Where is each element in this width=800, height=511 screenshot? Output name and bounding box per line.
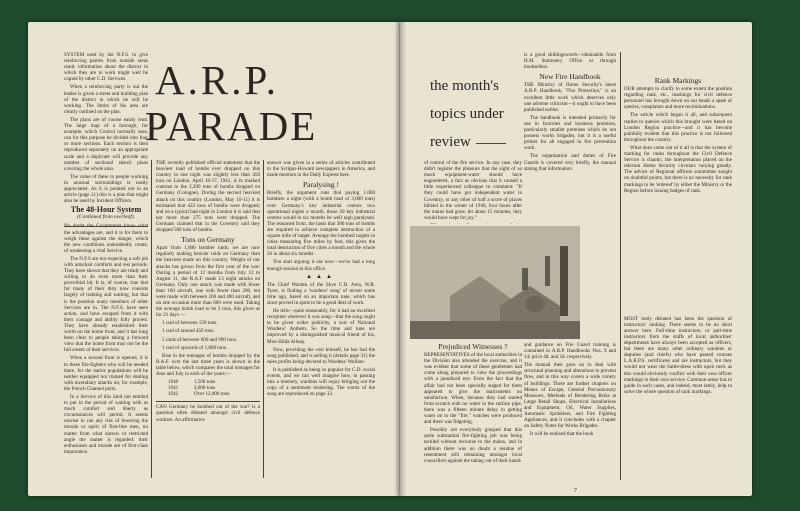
paragraph: 1 raid of upwards of 1,800 tons. — [162, 344, 228, 351]
paragraph: OUR attempts to clarify to some extent the position regarding rank, etc., markings for civil defence personnel has brought down on our heads a spate of queries, complaints and more recriminations. — [624, 86, 732, 111]
page-number: 7 — [574, 488, 577, 494]
paragraph: It will be realised that the book — [530, 431, 594, 438]
song-section — [267, 282, 375, 398]
guidance-paragraph: and guidance on Fire Guard training is contained in A.R.P. Handbooks Nos. 9 and 14; price 4d. and 2d. respectively. — [524, 342, 616, 361]
paralysing-section — [267, 190, 375, 271]
paragraph: The Chief Warden of the Skye C.D. Area, W.R. Tyrer, is finding a 'wardens' song' of recent some time ago, based on an important tune, which has since proved in spots to be a good deal of work. — [267, 281, 375, 306]
tonnage-year: 1942 — [168, 391, 179, 398]
left-column-2 — [156, 160, 260, 482]
right-column-3 — [624, 52, 732, 482]
paragraph: Possibly not everybody grasped that this quite substantial fire-fighting job was being tackled without recourse to the mains, and in addition there was no doubt a residue of resentment still remaining amongst local councillors against the taking out of their hands — [424, 427, 522, 464]
right-column-2b — [524, 342, 616, 482]
system-section — [64, 223, 148, 454]
paragraph: THE recently published official statement that the heaviest load of bombs ever dropped on this country in one night was slightly less than 450 tons on London, April 16-17, 1941, is in marked contrast to the 2,300 tons of bombs dropped on Germany (Cologne). During the second heaviest attack on this country (London, May 10-11) it is estimated that 422 tons of bombs were dropped; and on a typical bad night in London it is said that not more than 275 tons were dropped. The Germans claimed that in the Coventry raid they dropped 500 tons of bombs. — [156, 160, 260, 234]
paragraph: The handbook is intended primarily for use in factories and business premises, particularly smaller premises which do not possess works brigades, but it is a useful primer for all engaged in fire prevention work. — [524, 114, 616, 152]
paragraph: SYSTEM used by the N.F.S. to give reinforcing parties from outside areas ready information about the district in which they are to work might well be copied by other C.D. Services. — [64, 52, 148, 83]
paragraph: 5 raids of between 600 and 900 tons. — [162, 336, 237, 343]
column-divider — [151, 160, 152, 478]
tonnage-year: 1940 — [168, 379, 179, 386]
paralysing-heading: Paralysing ! — [302, 180, 340, 190]
header-line-1: the month's — [430, 78, 499, 94]
rank-section — [624, 86, 732, 194]
paragraph: It is published as being so popular for C.D. social events, and we can well imagine how, in passing into a memory, wardens will enjoy bringing out the copy of a sentiment rendering. The words of the song are reproduced on page 33. — [267, 366, 375, 398]
title-parade: PARADE — [145, 103, 318, 149]
paragraph: What does come out of it all is that the system of marking for ranks throughout the Civil Defence Service is chaotic, the interpretation placed on the relevant Home Security circulars varying greatly. The advice of Regional officers sometimes sought on doubtful points, but there is no necessity for rank markings to be 'ordered' by either the Ministry or the Region before issuing badges of rank. — [624, 144, 732, 194]
paragraph: No doubt the Government know what the advantages are, and it is for them to weigh these against the danger, which the new conditions undoubtedly create, of weakening a vital Service. — [64, 223, 148, 254]
intro-section — [64, 52, 148, 204]
fire-heading: New Fire Handbook — [539, 72, 601, 82]
exercise-section — [424, 160, 522, 224]
shillingsworth-section — [524, 52, 616, 70]
column-divider-3 — [620, 52, 621, 480]
tonnage-value: 4,000 tons — [194, 385, 216, 392]
tonnage-value: Over 12,000 tons. — [194, 391, 231, 398]
paragraph: Rise in the tonnages of bombs dropped by the R.A.F. over the last three years is shown in the table below, which compares the total tonnages for June and July in each of the years:— — [156, 352, 260, 377]
right-column-2 — [524, 52, 616, 228]
section-ornament: ▲▲▲ — [306, 273, 336, 280]
paragraph: answer was given in a series of articles contributed to the Scripps-Howard newspapers in America, and made mention in the Daily Express here. — [267, 160, 375, 179]
tons-section — [156, 245, 260, 377]
right-column-1 — [424, 160, 522, 224]
header-rule — [476, 143, 506, 144]
paragraph: Apart from 1,000 bomber raids, we are now regularly making heavier raids on Germany than the heaviest made on this country. Weight of our attacks has grown from the first year of the war: During a period of 12 months from July 12 to August 11, the R.A.F. made 13 night attacks on Germany. Only one attack was made with fewer than 100 aircraft, one with fewer than 200, ten were made with between 200 and 400 aircraft, and on one occasion more than 600 were used. Taking the average bomb load to be 3 tons, this gives us for 21 days — — [156, 245, 260, 319]
paragraph: The plans are of course easily read. The large map of a borough, for example, which Control normally uses, can for this purpose be divided into four or more sections. Each section is then reproduced separately on an appropriate scale and a duplicate will provide any number of sectional sketch plans covering the whole area. — [64, 116, 148, 172]
section-rule — [64, 226, 148, 227]
paragraph: The value of these to people working in unusual surroundings is easily appreciated. As it is pointed out in an article (page 21) this is a plan that might also be used by Incident Officers. — [64, 173, 148, 205]
system-subheading: (Continued from overleaf). — [77, 214, 135, 221]
paragraph: In a Service of this kind not entitled to put in the period of waiting with as much comfort and liberty as circumstances will permit. It seems unwise to run any risk of lowering the morale or spirit of first-line men, no matter from what narrow or restricted angle the matter is regarded: their enthusiasm and morale are of first-class importance. — [64, 393, 148, 455]
tonnage-value: 1,500 tons — [194, 379, 216, 386]
paragraph: REPRESENTATIVES of the local authorities in the Division also attended the exercise, and it was evident that some of these gentlemen had come along prepared to view the proceedings with a jaundiced eye. Even the fact that the affair had not been specially staged for them appeared to give the malcontents no satisfaction. When, because they had started from scratch with no water in the surface pipe, there was a fifteen minute delay in getting water on to the "fire," watches were produced and there was fidgeting. — [424, 352, 522, 426]
paragraph: The article which began it all, and subsequent replies to queries which this brought were based on London Region practice—and it has become painfully evident that this practice is not followed throughout the country. — [624, 112, 732, 143]
title-arp: A.R.P. — [155, 57, 279, 103]
prejudiced-column — [424, 340, 522, 482]
left-column-3 — [267, 160, 375, 482]
header-line-3: review — [430, 134, 471, 150]
tonnage-row — [168, 391, 260, 397]
paragraph: The manual then goes on to deal with structural planning and alterations to prevent fires, and in this way covers a wide variety of buildings. There are further chapters on Means of Escape, General Precautionary Measures, Methods of Rendering Risks at Large Retail Shops, Electrical Installations and Equipment, Oil, Water Supplies, Automatic Sprinklers, and Fire Fighting Appliances, and it concludes with a chapter on Safety Notes for Works Brigades. — [524, 362, 616, 430]
instructors-section — [624, 316, 732, 395]
paragraph: You start arguing it out now—we've had a long enough session in this office. — [267, 259, 375, 272]
paragraph: Now, providing the cost himself, he has had the song published, and is selling it (details page 31) the sales profits being devoted to Wardens' Welfare. — [267, 346, 375, 365]
paragraph: MOST hotly debated has been the question of instructors' ranking. There seems to be no short answer here. Full-time instructors, or part-time instructors from the staffs of local authorities' departments have always been accepted as officers, but there are many other ordinary wardens or deputies (and chiefs) who have passed courses L.A.R.P.S. certificates and are instructors, but they would not wear the battle-dress with upon neck as this would obviously conflict with their own officer markings in their own service. Common sense has to guide in such cases, and indeed, most lately, help to solve the whole question of rank markings. — [624, 315, 732, 395]
paragraph: 1 raid of between 150 tons. — [162, 320, 218, 327]
system-heading: The 48-Hour System — [70, 205, 142, 215]
section-rule-2 — [156, 401, 260, 402]
prejudiced-section — [424, 352, 522, 464]
rank-heading: Rank Markings — [654, 76, 702, 85]
paragraph: When a reinforcing party is out the leader is given a street and building plan of the district in which he will be working. The limits of his area are clearly outlined on the plan. — [64, 84, 148, 115]
manual-section — [524, 362, 616, 437]
column-divider-2 — [263, 160, 264, 478]
prejudiced-heading: Prejudiced Witnesses ? — [438, 342, 508, 351]
page-gutter — [394, 22, 406, 496]
paragraph: is a good shillingsworth—obtainable from H.M. Stationery Office or through booksellers. — [524, 52, 616, 71]
paragraph: 1 raid of around 450 tons. — [162, 328, 215, 335]
paragraph: THE Ministry of Home Security's latest A.R.P. Handbook, "Fire Protection," is an excellent little work which deserves only one adverse criticism—it ought to have been published earlier. — [524, 82, 616, 113]
tonnage-table — [168, 379, 260, 397]
paragraph: The organisation and duties of Fire Guards is covered very briefly, the manual stating that information — [524, 153, 616, 172]
germany-paragraph: CAN Germany be bombed out of the war? is a question often debated amongst civil defence workers. An affirmative — [156, 404, 260, 423]
paragraph: When a second front is opened, it is to these fire-fighters who will be needed there, for the native populations will be neither equipped nor trained for dealing with incendiary attacks on, for example, the French Channel ports. — [64, 355, 148, 392]
paragraph: He tells—quite reasonably, for it had an excellent reception wherever it was sung—that the song ought to be given wider publicity, a sort of National Wardens' Anthem. So the time and tune are improved by a distinguished musical friend of his, Miss Hilda Allsop. — [267, 308, 375, 345]
fire-section — [524, 82, 616, 171]
tonnage-year: 1941 — [168, 385, 179, 392]
paragraph — [424, 223, 522, 224]
paragraph: The N.F.S are not expecting a soft job with armchair comforts and rest periods. They have shown that they are ready and willing to do even more than their proverbial bit. It is, of course, true that for many of their duty now consists largely of training and waiting, but that is the position many members of other Services are in. The N.F.S. have seen action, and have escaped from it with their courage and ability fully proved. They have already established their worth on the home front, and it has long been clear to people taking a forward view that the home front may not be the full extent of their services. — [64, 255, 148, 354]
left-column-1 — [64, 52, 148, 484]
rooftops-illustration — [410, 226, 580, 339]
middle-section — [156, 160, 260, 233]
tons-heading: Tons on Germany — [181, 235, 235, 245]
paragraph: Briefly, the argument runs that paying 1,000 bombers a night (with a bomb load of 3,000 tons) over Germany's key industrial centres two operational nights a month, those 20 key industrial centres would in six months be well nigh paralysed. The reasoned front, the basis that 300 tons of bombs are required to achieve complete destruction of a square mile of target. Average the bombed targets in cities measuring five miles by four, this gives the total destruction of five cities a month and the whole 20 in about six months. — [267, 190, 375, 258]
header-line-2: topics under — [430, 106, 504, 122]
paragraph: of control of the fire service. In any case, they didn't register the pleasure that the sight of so much equipment-water should have engendered, a fact as obvious that it caused a little experienced colleague to comment: "If they could have got independent water in Coventry, or any other of half a score of places blitzed in the winter of 1940, four hours after the mains had gone, let alone 15 minutes, they would have wept for joy." — [424, 160, 522, 221]
argument-section — [267, 160, 375, 178]
rooftops-photo — [410, 226, 580, 339]
